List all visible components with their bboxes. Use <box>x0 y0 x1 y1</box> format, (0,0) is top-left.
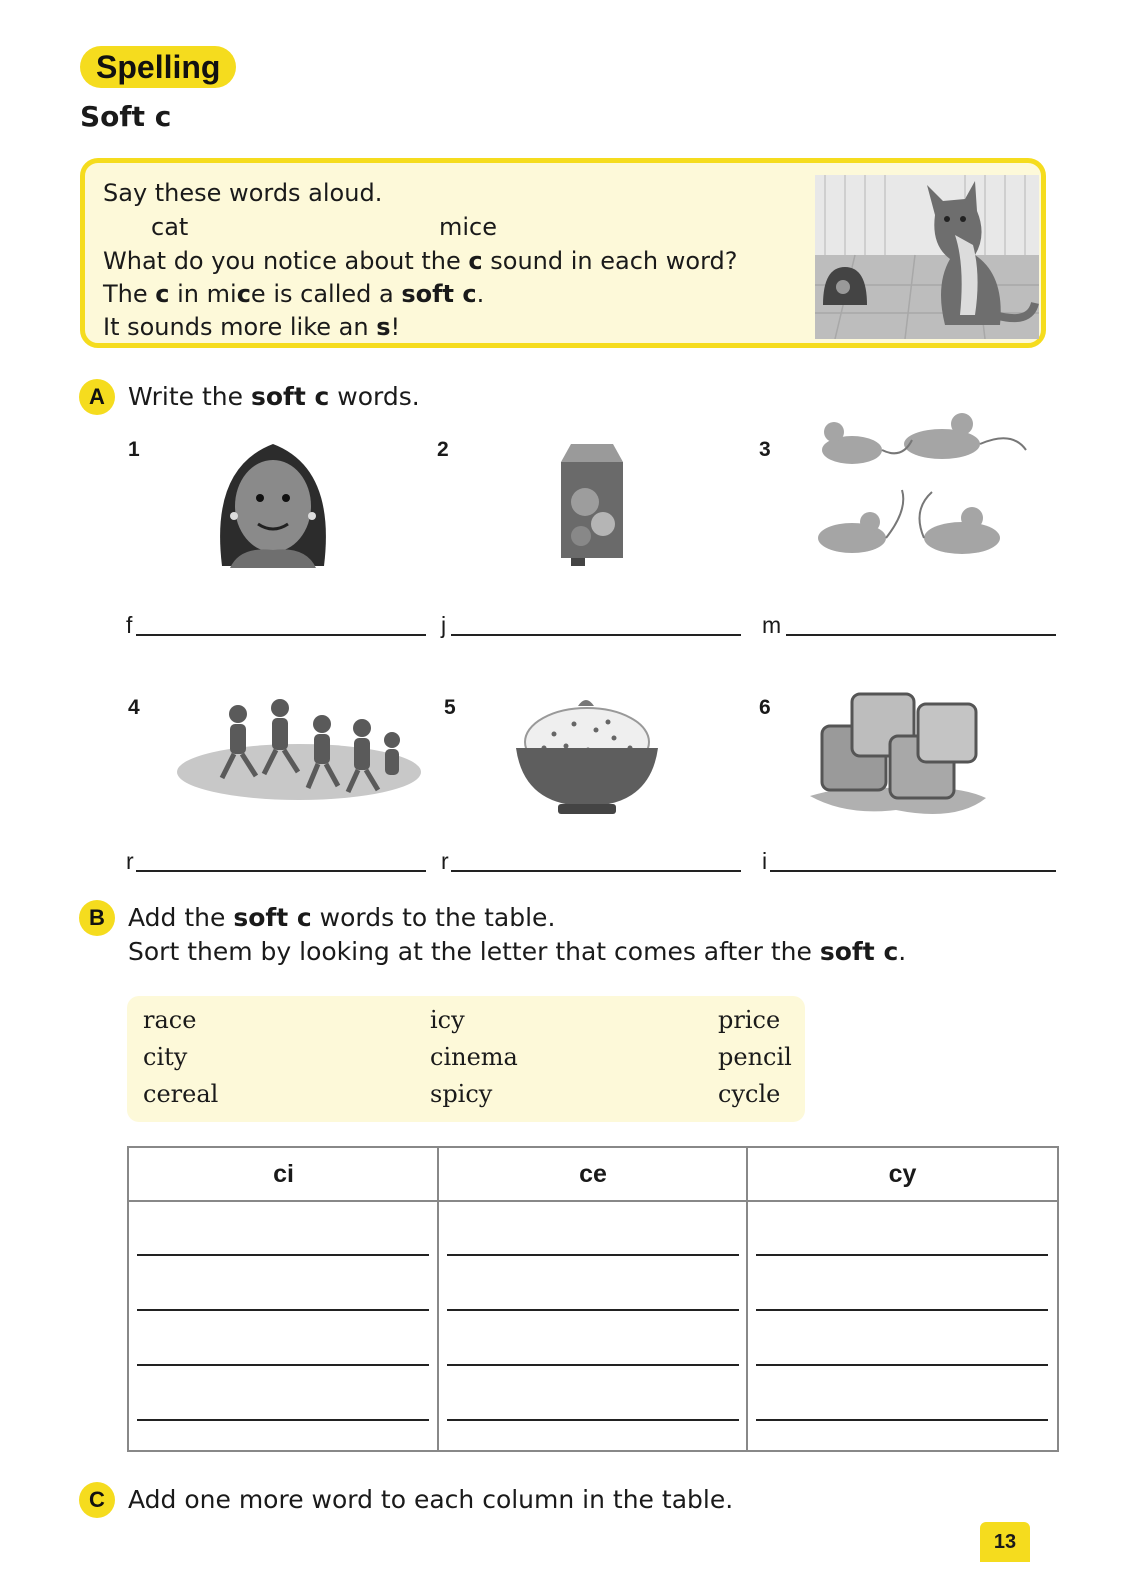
item-number-4: 4 <box>128 696 140 719</box>
section-b-badge: B <box>79 900 115 936</box>
intro-line-1: Say these words aloud. <box>103 179 383 207</box>
answer-line-3[interactable] <box>786 634 1056 636</box>
word-bank-item: cereal <box>143 1080 219 1108</box>
text: e is called a <box>250 280 402 308</box>
ce-answer-line[interactable] <box>447 1254 739 1256</box>
text: . <box>898 937 907 966</box>
answer-line-5[interactable] <box>451 870 741 872</box>
text: . <box>476 280 485 308</box>
section-c-instruction: Add one more word to each column in the table. <box>128 1485 734 1514</box>
section-pill: Spelling <box>80 46 236 88</box>
word-bank <box>127 996 805 1122</box>
text: What do you notice about the <box>103 247 469 275</box>
word-bank-item: spicy <box>430 1080 493 1108</box>
text: Sort them by looking at the letter that comes after the <box>128 937 820 966</box>
ci-answer-line[interactable] <box>137 1309 429 1311</box>
bold-text: soft c <box>819 937 899 966</box>
face-illustration <box>210 438 336 568</box>
answer-line-1[interactable] <box>136 634 426 636</box>
example-word-mice: mice <box>439 213 498 241</box>
answer-prefix-2: j <box>441 612 447 638</box>
answer-line-4[interactable] <box>136 870 426 872</box>
cy-answer-line[interactable] <box>756 1309 1048 1311</box>
text: Write the <box>128 382 251 411</box>
intro-box <box>80 158 1046 348</box>
section-a-instruction <box>128 380 420 414</box>
word-bank-item: cycle <box>718 1080 781 1108</box>
answer-prefix-6: i <box>762 848 768 874</box>
cy-answer-line[interactable] <box>756 1364 1048 1366</box>
item-number-1: 1 <box>128 438 140 461</box>
text: sound in each word? <box>482 247 738 275</box>
section-b-instruction-2 <box>128 935 906 969</box>
table-header <box>129 1148 1057 1202</box>
bold-text: c <box>236 280 251 308</box>
ce-answer-line[interactable] <box>447 1309 739 1311</box>
intro-line-3 <box>103 245 738 277</box>
bold-text: soft c <box>233 903 312 932</box>
text: in mi <box>169 280 237 308</box>
section-c-badge: C <box>79 1482 115 1518</box>
ci-answer-line[interactable] <box>137 1419 429 1421</box>
intro-line-5 <box>103 311 400 343</box>
page-number: 13 <box>980 1522 1030 1562</box>
mice-illustration <box>812 410 1032 578</box>
item-number-6: 6 <box>759 696 771 719</box>
section-a-badge: A <box>79 379 115 415</box>
ce-answer-line[interactable] <box>447 1419 739 1421</box>
bold-text: soft c <box>250 382 330 411</box>
ci-answer-line[interactable] <box>137 1254 429 1256</box>
column-divider <box>746 1148 748 1450</box>
bold-text: c <box>155 280 170 308</box>
cat-and-mouse-illustration <box>815 175 1039 339</box>
text: words. <box>329 382 420 411</box>
answer-line-6[interactable] <box>770 870 1056 872</box>
text: Add the <box>128 903 234 932</box>
page-title: Soft c <box>80 100 172 133</box>
bold-text: s <box>376 313 391 341</box>
answer-line-2[interactable] <box>451 634 741 636</box>
item-number-2: 2 <box>437 438 449 461</box>
bold-text: c <box>468 247 483 275</box>
answer-prefix-5: r <box>441 848 449 874</box>
ice-cubes-illustration <box>806 686 990 824</box>
word-bank-item: race <box>143 1006 197 1034</box>
answer-prefix-4: r <box>126 848 134 874</box>
header-cy: cy <box>888 1160 917 1188</box>
juice-carton-illustration <box>555 440 629 568</box>
word-bank-item: price <box>718 1006 781 1034</box>
cy-answer-line[interactable] <box>756 1419 1048 1421</box>
ci-answer-line[interactable] <box>137 1364 429 1366</box>
intro-line-4 <box>103 278 484 310</box>
example-word-cat: cat <box>151 213 189 241</box>
column-divider <box>437 1148 439 1450</box>
item-number-3: 3 <box>759 438 771 461</box>
text: The <box>103 280 156 308</box>
word-bank-item: cinema <box>430 1043 518 1071</box>
text: ! <box>390 313 401 341</box>
item-number-5: 5 <box>444 696 456 719</box>
race-illustration <box>176 694 422 802</box>
rice-bowl-illustration <box>514 694 660 816</box>
answer-prefix-1: f <box>126 612 133 638</box>
word-bank-item: pencil <box>718 1043 792 1071</box>
cy-answer-line[interactable] <box>756 1254 1048 1256</box>
word-bank-item: icy <box>430 1006 465 1034</box>
header-ci: ci <box>273 1160 294 1188</box>
bold-text: soft c <box>401 280 477 308</box>
answer-prefix-3: m <box>762 612 782 638</box>
section-b-instruction-1 <box>128 901 555 935</box>
text: words to the table. <box>311 903 556 932</box>
text: It sounds more like an <box>103 313 377 341</box>
ce-answer-line[interactable] <box>447 1364 739 1366</box>
header-ce: ce <box>579 1160 607 1188</box>
sorting-table <box>127 1146 1059 1452</box>
word-bank-item: city <box>143 1043 188 1071</box>
